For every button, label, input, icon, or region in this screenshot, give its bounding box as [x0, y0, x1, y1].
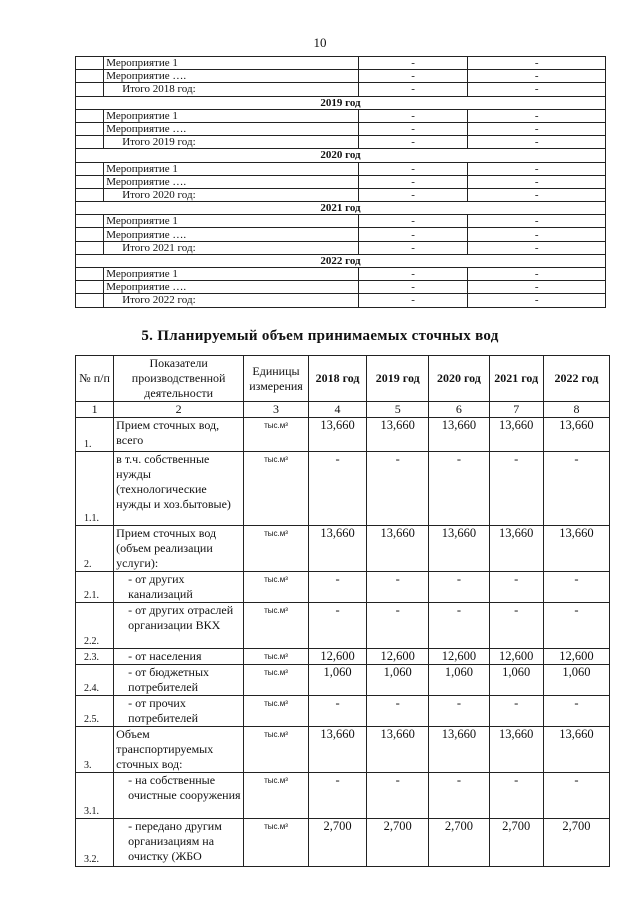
- indicator-label: в т.ч. собственные нужды (технологические нужды и хоз.бытовые): [114, 452, 244, 526]
- year-label: 2021 год: [76, 202, 606, 215]
- year-header-row: [76, 149, 606, 162]
- row-number: [76, 215, 104, 228]
- column-number-row: [76, 402, 610, 418]
- year-value: 13,660: [543, 727, 609, 773]
- unit-label: тыс.м³: [244, 452, 309, 526]
- row-number: 3.1.: [76, 773, 114, 819]
- event-label: Мероприятие ….: [104, 70, 359, 83]
- year-value: -: [429, 696, 489, 727]
- indicator-label: - на собственные очистные сооружения: [114, 773, 244, 819]
- event-label: Итого 2018 год:: [104, 83, 359, 96]
- year-value: 2,700: [367, 819, 429, 867]
- table-row: [76, 665, 610, 696]
- indicator-label: Прием сточных вод, всего: [114, 418, 244, 452]
- event-value: -: [468, 281, 606, 294]
- year-value: -: [543, 603, 609, 649]
- row-number: [76, 57, 104, 70]
- year-value: 13,660: [308, 418, 366, 452]
- event-value: -: [468, 175, 606, 188]
- year-value: -: [308, 603, 366, 649]
- year-header-row: [76, 96, 606, 109]
- table-row: [76, 603, 610, 649]
- event-value: -: [468, 188, 606, 201]
- year-value: -: [429, 452, 489, 526]
- year-value: -: [367, 773, 429, 819]
- event-row: [76, 122, 606, 135]
- unit-label: тыс.м³: [244, 649, 309, 665]
- row-number: [76, 228, 104, 241]
- row-number: 3.: [76, 727, 114, 773]
- year-value: 1,060: [489, 665, 543, 696]
- unit-label: тыс.м³: [244, 727, 309, 773]
- table-row: [76, 572, 610, 603]
- unit-label: тыс.м³: [244, 418, 309, 452]
- unit-label: тыс.м³: [244, 819, 309, 867]
- row-number: [76, 281, 104, 294]
- event-row: [76, 228, 606, 241]
- year-value: -: [429, 603, 489, 649]
- total-row: [76, 83, 606, 96]
- row-number: [76, 175, 104, 188]
- row-number: 2.3.: [76, 649, 114, 665]
- row-number: 2.: [76, 526, 114, 572]
- column-number: 4: [308, 402, 366, 418]
- year-value: 13,660: [543, 418, 609, 452]
- header-cell: 2018 год: [308, 356, 366, 402]
- year-value: 2,700: [543, 819, 609, 867]
- header-cell: 2022 год: [543, 356, 609, 402]
- event-row: [76, 268, 606, 281]
- header-cell: 2020 год: [429, 356, 489, 402]
- year-value: 1,060: [367, 665, 429, 696]
- event-value: -: [468, 83, 606, 96]
- header-cell: № п/п: [76, 356, 114, 402]
- column-number: 8: [543, 402, 609, 418]
- table-row: [76, 819, 610, 867]
- year-value: 13,660: [308, 727, 366, 773]
- row-number: [76, 70, 104, 83]
- year-label: 2022 год: [76, 254, 606, 267]
- table-row: [76, 773, 610, 819]
- year-value: 2,700: [429, 819, 489, 867]
- total-row: [76, 136, 606, 149]
- event-label: Мероприятие 1: [104, 109, 359, 122]
- year-value: -: [543, 696, 609, 727]
- event-row: [76, 281, 606, 294]
- year-value: -: [543, 452, 609, 526]
- table-row: [76, 452, 610, 526]
- year-value: -: [308, 696, 366, 727]
- page-number: 10: [313, 35, 327, 50]
- year-label: 2019 год: [76, 96, 606, 109]
- row-number: [76, 136, 104, 149]
- column-number: 3: [244, 402, 309, 418]
- event-value: -: [358, 215, 468, 228]
- year-value: 13,660: [429, 727, 489, 773]
- row-number: [76, 109, 104, 122]
- year-value: -: [367, 572, 429, 603]
- event-label: Мероприятие ….: [104, 228, 359, 241]
- year-header-row: [76, 254, 606, 267]
- year-value: 2,700: [308, 819, 366, 867]
- year-value: 2,700: [489, 819, 543, 867]
- row-number: 1.: [76, 418, 114, 452]
- indicator-label: Прием сточных вод (объем реализации услуги):: [114, 526, 244, 572]
- header-cell: Единицы измерения: [244, 356, 309, 402]
- event-value: -: [358, 70, 468, 83]
- event-value: -: [358, 175, 468, 188]
- event-value: -: [468, 162, 606, 175]
- row-number: [76, 241, 104, 254]
- event-value: -: [468, 294, 606, 307]
- row-number: [76, 188, 104, 201]
- event-value: -: [468, 241, 606, 254]
- indicator-label: - от прочих потребителей: [114, 696, 244, 727]
- row-number: 2.2.: [76, 603, 114, 649]
- column-number: 6: [429, 402, 489, 418]
- year-value: -: [489, 452, 543, 526]
- year-header-row: [76, 202, 606, 215]
- unit-label: тыс.м³: [244, 572, 309, 603]
- indicator-label: - от других отраслей организации ВКХ: [114, 603, 244, 649]
- event-row: [76, 57, 606, 70]
- column-number: 2: [114, 402, 244, 418]
- year-value: -: [308, 773, 366, 819]
- year-value: 1,060: [429, 665, 489, 696]
- event-value: -: [358, 162, 468, 175]
- event-value: -: [468, 57, 606, 70]
- event-value: -: [468, 109, 606, 122]
- table-row: [76, 727, 610, 773]
- event-value: -: [468, 215, 606, 228]
- year-value: 13,660: [367, 526, 429, 572]
- year-value: 12,600: [308, 649, 366, 665]
- row-number: 1.1.: [76, 452, 114, 526]
- row-number: [76, 83, 104, 96]
- row-number: [76, 268, 104, 281]
- column-number: 5: [367, 402, 429, 418]
- row-number: [76, 122, 104, 135]
- events-table: [75, 56, 606, 308]
- table-row: [76, 649, 610, 665]
- year-value: 13,660: [308, 526, 366, 572]
- year-value: -: [308, 452, 366, 526]
- event-label: Мероприятие 1: [104, 162, 359, 175]
- unit-label: тыс.м³: [244, 696, 309, 727]
- year-value: 13,660: [489, 727, 543, 773]
- year-value: -: [429, 773, 489, 819]
- unit-label: тыс.м³: [244, 526, 309, 572]
- unit-label: тыс.м³: [244, 603, 309, 649]
- year-value: -: [367, 452, 429, 526]
- event-row: [76, 109, 606, 122]
- year-value: 12,600: [367, 649, 429, 665]
- row-number: [76, 294, 104, 307]
- wastewater-volume-table: [75, 355, 610, 867]
- section-title: 5. Планируемый объем принимаемых сточных вод: [141, 328, 499, 344]
- event-value: -: [358, 57, 468, 70]
- year-value: 12,600: [489, 649, 543, 665]
- event-value: -: [358, 281, 468, 294]
- header-row: [76, 356, 610, 402]
- event-label: Мероприятие ….: [104, 122, 359, 135]
- year-value: 12,600: [429, 649, 489, 665]
- year-value: 13,660: [367, 727, 429, 773]
- event-value: -: [468, 268, 606, 281]
- indicator-label: - от населения: [114, 649, 244, 665]
- indicator-label: - передано другим организациям на очистку (ЖБО: [114, 819, 244, 867]
- year-value: -: [429, 572, 489, 603]
- table-row: [76, 418, 610, 452]
- event-value: -: [358, 109, 468, 122]
- year-value: -: [367, 603, 429, 649]
- row-number: 3.2.: [76, 819, 114, 867]
- column-number: 7: [489, 402, 543, 418]
- row-number: [76, 162, 104, 175]
- event-value: -: [358, 268, 468, 281]
- event-label: Итого 2021 год:: [104, 241, 359, 254]
- unit-label: тыс.м³: [244, 665, 309, 696]
- table-row: [76, 526, 610, 572]
- year-value: 1,060: [543, 665, 609, 696]
- event-row: [76, 215, 606, 228]
- header-cell: 2021 год: [489, 356, 543, 402]
- indicator-label: Объем транспортируемых сточных вод:: [114, 727, 244, 773]
- event-value: -: [468, 228, 606, 241]
- total-row: [76, 294, 606, 307]
- event-value: -: [468, 136, 606, 149]
- event-row: [76, 70, 606, 83]
- indicator-label: - от бюджетных потребителей: [114, 665, 244, 696]
- year-value: 13,660: [543, 526, 609, 572]
- year-value: -: [543, 572, 609, 603]
- event-row: [76, 162, 606, 175]
- event-label: Итого 2019 год:: [104, 136, 359, 149]
- event-label: Итого 2020 год:: [104, 188, 359, 201]
- event-label: Мероприятие ….: [104, 281, 359, 294]
- event-value: -: [358, 241, 468, 254]
- year-value: -: [489, 603, 543, 649]
- event-value: -: [468, 70, 606, 83]
- year-value: 13,660: [489, 526, 543, 572]
- event-label: Мероприятие 1: [104, 57, 359, 70]
- header-cell: 2019 год: [367, 356, 429, 402]
- year-value: 13,660: [429, 526, 489, 572]
- row-number: 2.4.: [76, 665, 114, 696]
- event-value: -: [358, 136, 468, 149]
- year-value: 13,660: [489, 418, 543, 452]
- year-value: -: [489, 773, 543, 819]
- row-number: 2.5.: [76, 696, 114, 727]
- event-row: [76, 175, 606, 188]
- event-value: -: [358, 83, 468, 96]
- event-label: Мероприятие 1: [104, 268, 359, 281]
- unit-label: тыс.м³: [244, 773, 309, 819]
- total-row: [76, 188, 606, 201]
- total-row: [76, 241, 606, 254]
- table-row: [76, 696, 610, 727]
- year-label: 2020 год: [76, 149, 606, 162]
- event-value: -: [468, 122, 606, 135]
- year-value: 1,060: [308, 665, 366, 696]
- event-label: Итого 2022 год:: [104, 294, 359, 307]
- header-cell: Показатели производственной деятельности: [114, 356, 244, 402]
- event-value: -: [358, 228, 468, 241]
- row-number: 2.1.: [76, 572, 114, 603]
- event-value: -: [358, 294, 468, 307]
- event-value: -: [358, 122, 468, 135]
- year-value: 13,660: [367, 418, 429, 452]
- indicator-label: - от других канализаций: [114, 572, 244, 603]
- event-label: Мероприятие ….: [104, 175, 359, 188]
- event-value: -: [358, 188, 468, 201]
- year-value: -: [308, 572, 366, 603]
- year-value: 12,600: [543, 649, 609, 665]
- year-value: -: [367, 696, 429, 727]
- year-value: -: [543, 773, 609, 819]
- year-value: 13,660: [429, 418, 489, 452]
- event-label: Мероприятие 1: [104, 215, 359, 228]
- column-number: 1: [76, 402, 114, 418]
- year-value: -: [489, 572, 543, 603]
- year-value: -: [489, 696, 543, 727]
